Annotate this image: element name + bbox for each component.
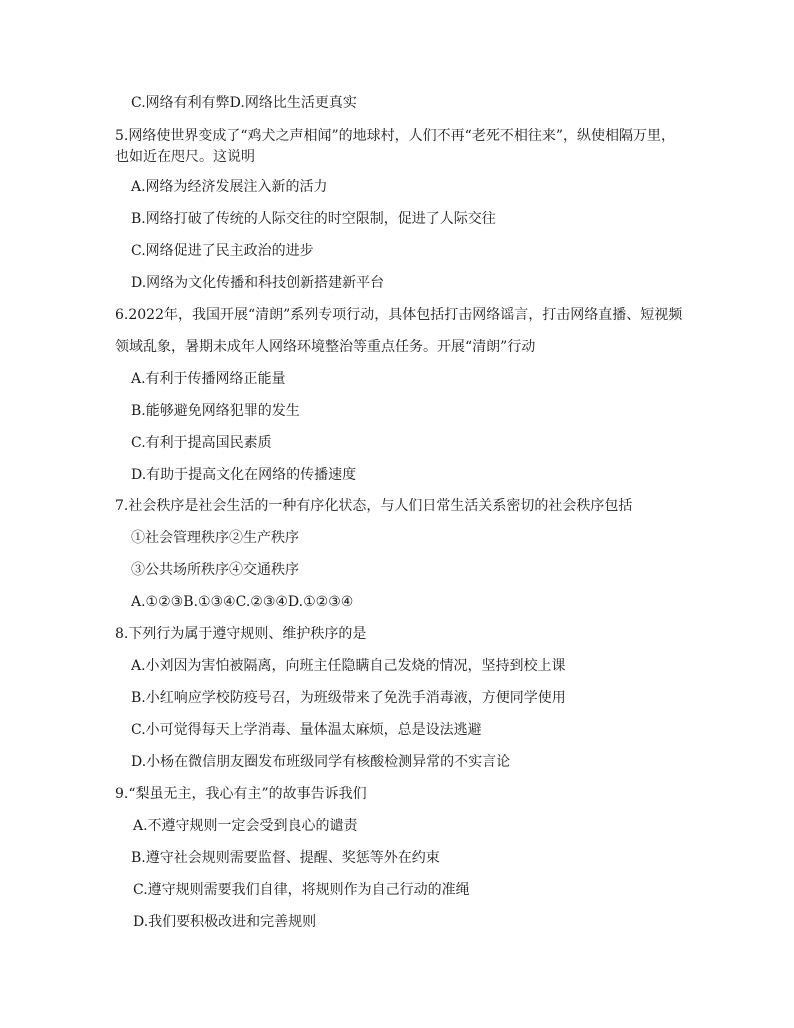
q5-option-a: A.网络为经济发展注入新的活力: [131, 179, 328, 195]
q6-stem-line1: 6.2022年，我国开展“清朗”系列专项行动，具体包括打击网络谣言，打击网络直播、短视频: [115, 307, 683, 323]
q8-stem: 8.下列行为属于遵守规则、维护秩序的是: [115, 626, 367, 642]
q9-option-c: C.遵守规则需要我们自律，将规则作为自己行动的准绳: [133, 882, 470, 898]
q5-option-c: C.网络促进了民主政治的进步: [131, 243, 314, 259]
q6-option-c: C.有利于提高国民素质: [131, 435, 272, 451]
q8-option-d: D.小杨在微信朋友圈发布班级同学有核酸检测异常的不实言论: [131, 754, 511, 770]
q6-option-a: A.有利于传播网络正能量: [131, 371, 286, 387]
q9-option-d: D.我们要积极改进和完善规则: [133, 914, 317, 930]
q6-option-d: D.有助于提高文化在网络的传播速度: [131, 467, 357, 483]
q7-options: A.①②③B.①③④C.②③④D.①②③④: [131, 594, 354, 610]
q5-option-d: D.网络为文化传播和科技创新搭建新平台: [131, 275, 385, 291]
q7-items-line2: ③公共场所秩序④交通秩序: [131, 562, 299, 578]
q5-stem-line2: 也如近在咫尺。这说明: [115, 149, 255, 165]
q7-stem: 7.社会秩序是社会生活的一种有序化状态，与人们日常生活关系密切的社会秩序包括: [115, 498, 633, 514]
q8-option-c: C.小可觉得每天上学消毒、量体温太麻烦，总是设法逃避: [131, 722, 482, 738]
q8-option-b: B.小红响应学校防疫号召，为班级带来了免洗手消毒液，方便同学使用: [131, 690, 566, 706]
q9-option-b: B.遵守社会规则需要监督、提醒、奖惩等外在约束: [131, 850, 440, 866]
q8-option-a: A.小刘因为害怕被隔离，向班主任隐瞒自己发烧的情况，坚持到校上课: [131, 658, 566, 674]
q6-option-b: B.能够避免网络犯罪的发生: [131, 403, 300, 419]
q5-stem-line1: 5.网络使世界变成了“鸡犬之声相闻”的地球村，人们不再“老死不相往来”，纵使相隔万里，: [115, 128, 675, 144]
q5-option-b: B.网络打破了传统的人际交往的时空限制，促进了人际交往: [131, 211, 496, 227]
q9-option-a: A.不遵守规则一定会受到良心的谴责: [133, 818, 358, 834]
q6-stem-line2: 领域乱象，暑期未成年人网络环境整治等重点任务。开展“清朗”行动: [115, 339, 536, 355]
q9-stem: 9.“梨虽无主，我心有主”的故事告诉我们: [115, 786, 367, 802]
q4-option-cd: C.网络有利有弊D.网络比生活更真实: [131, 95, 357, 111]
q7-items-line1: ①社会管理秩序②生产秩序: [131, 530, 299, 546]
